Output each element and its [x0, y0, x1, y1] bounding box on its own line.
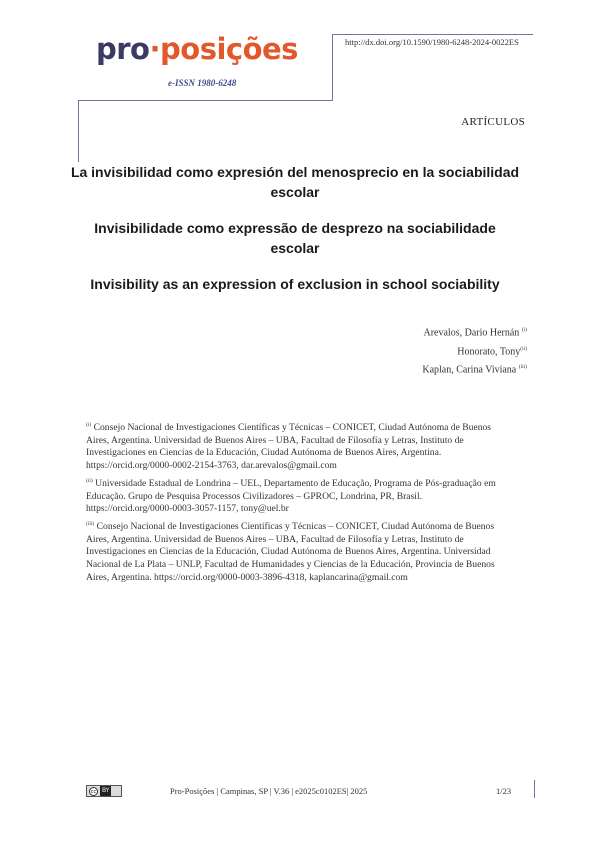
title-spanish: La invisibilidad como expresión del menosprecio en la sociabilidad escolar: [70, 164, 520, 200]
affiliation: $^{(i)}$ Consejo Nacional de Investigaciones Científicas y Técnicas – CONICET, Ciudad Autónoma de Buenos Aires, Argentina. Universidad de Buenos Aires – UBA, Facultad de Filosofía y Letras, Instituto de Investigaciones en Ciencias de la Educación, Ciudad Autónoma de Buenos Aires, Argentina. https://orcid.org/0000-0002-2154-3763, dar.arevalos@gmail.com: [86, 422, 492, 471]
affiliation: $^{(iii)}$ Consejo Nacional de Investigaciones Científicas y Técnicas – CONICET, Ciudad Autónoma de Buenos Aires, Argentina. Universidad de Buenos Aires – UBA, Facultad de Filosofía y Letras, Instituto de Investigaciones en Ciencias de la Educación, Ciudad Autónoma de Buenos Aires, Argentina. Universidad Nacional de La Plata – UNLP, Facultad de Humanidades y Ciencias de la Educación, Provincia de Buenos Aires, Argentina. https://orcid.org/0000-0003-3896-4318, kaplancarina@gmail.com: [86, 521, 495, 583]
issn: e-ISSN 1980-6248: [168, 78, 237, 88]
section-label: ARTÍCULOS: [461, 116, 525, 128]
header-frame-line: [332, 34, 333, 100]
creative-commons-by-icon[interactable]: cc BY: [86, 785, 122, 797]
author: Arevalos, Dario Hernán $^{(i)}$: [423, 327, 527, 339]
header-frame-line: [78, 100, 79, 162]
page-number: 1/23: [496, 786, 512, 796]
affiliation: $^{(ii)}$ Universidade Estadual de Londrina – UEL, Departamento de Educação, Programa de Pós-graduação em Educação. Grupo de Pesquisa Processos Civilizadores – GPROC, Londrina, PR, Brasil. https://orcid.org/0000-0003-3057-1157, tony@uel.br: [86, 478, 496, 515]
footer-frame-line: [534, 780, 535, 798]
journal-logo: pro·posições: [96, 32, 298, 66]
author: Kaplan, Carina Viviana $^{(iii)}$: [422, 364, 527, 376]
title-english: Invisibility as an expression of exclusion in school sociability: [90, 276, 500, 292]
title-portuguese: Invisibilidade como expressão de desprezo na sociabilidade escolar: [94, 220, 496, 256]
doi-link[interactable]: http://dx.doi.org/10.1590/1980-6248-2024-0022ES: [345, 37, 519, 47]
header-frame-line: [333, 34, 533, 35]
header-frame-line: [78, 100, 333, 101]
footer-citation: Pro-Posições | Campinas, SP | V.36 | e2025c0102ES| 2025: [170, 786, 368, 796]
author: Honorato, Tony$^{(ii)}$: [457, 346, 527, 358]
